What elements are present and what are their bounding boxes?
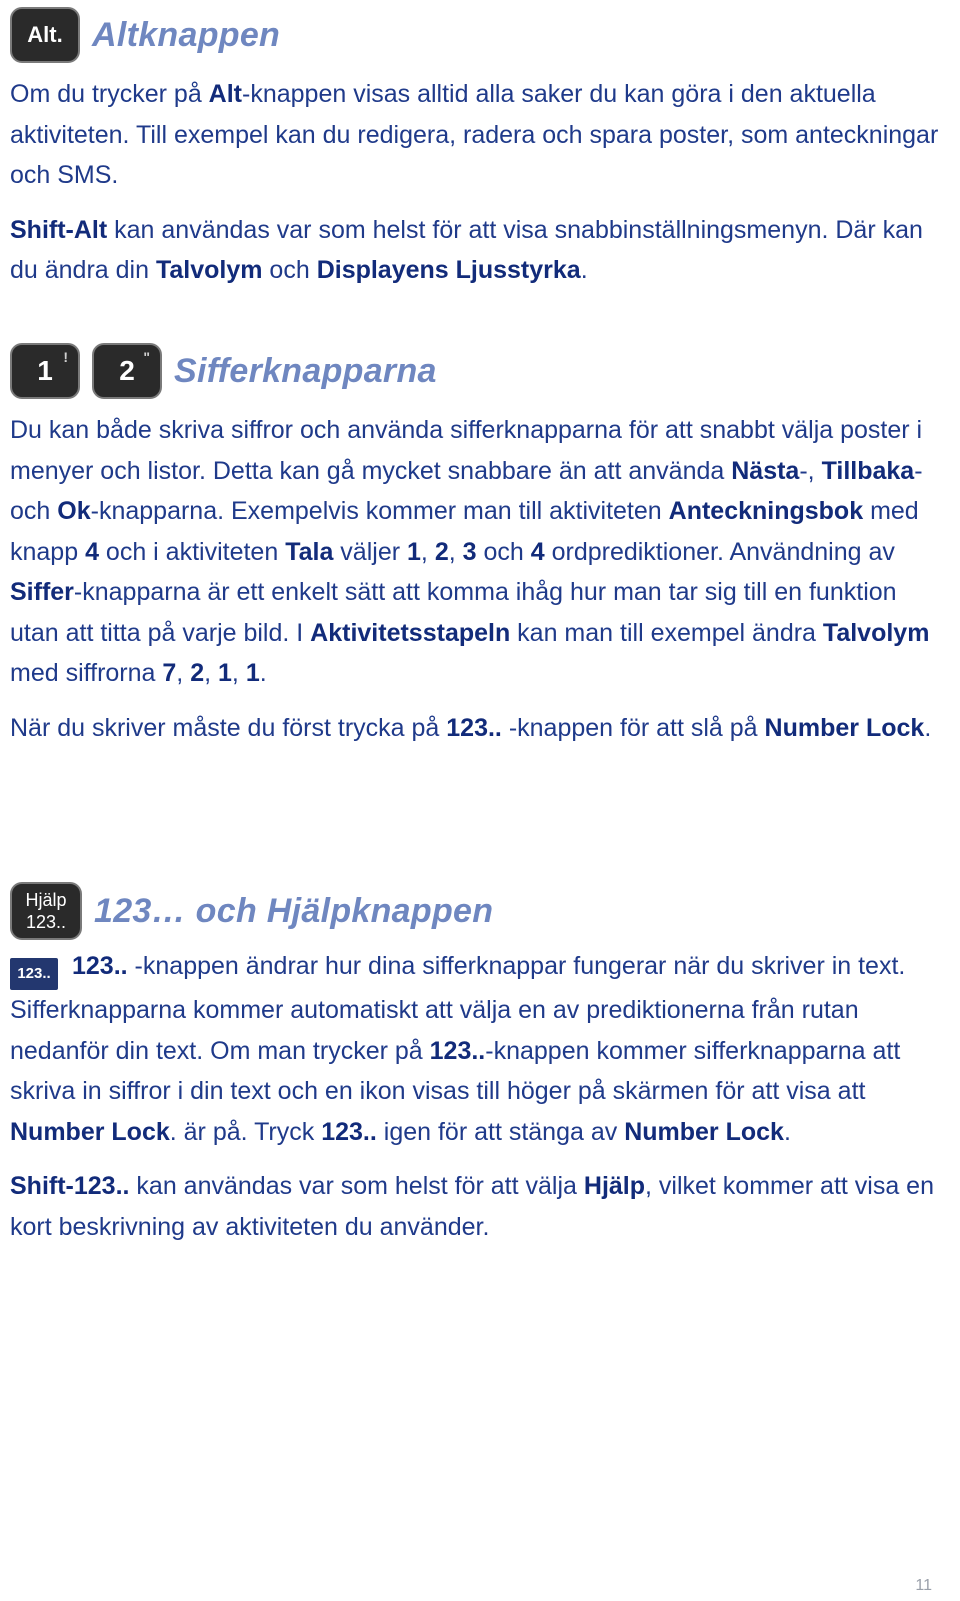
text-run: Om du trycker på bbox=[10, 80, 209, 108]
text-run: med knapp bbox=[10, 497, 919, 566]
text-run: , bbox=[420, 537, 435, 566]
bold-term: 123.. bbox=[446, 713, 502, 742]
text-run: väljer bbox=[333, 537, 407, 566]
bold-term: Aktivitetsstapeln bbox=[310, 618, 511, 647]
bold-term: 123.. bbox=[429, 1036, 486, 1065]
text-run: När du skriver måste du först trycka på bbox=[10, 713, 447, 742]
text-run: , bbox=[231, 659, 246, 687]
text-run: ordprediktioner. Användning av bbox=[544, 537, 895, 566]
bold-term: Number Lock bbox=[764, 713, 925, 742]
text-run: . bbox=[924, 713, 932, 742]
alt-key-icon: Alt. bbox=[10, 7, 80, 63]
section-title: Altknappen bbox=[92, 15, 281, 54]
text-run: Du kan både skriva siffror och använda sifferknapparna för att snabbt välja poster i menyer och listor. Detta kan gå mycket snabbare än att använda bbox=[10, 416, 923, 485]
section-heading bbox=[10, 4, 940, 66]
bold-term: 3 bbox=[462, 537, 477, 566]
bold-term: Talvolym bbox=[155, 256, 263, 284]
text-run: och bbox=[262, 256, 317, 284]
section-alt bbox=[10, 4, 940, 305]
digit-one-key-icon: 1 ! bbox=[10, 343, 80, 399]
bold-term: 1 bbox=[245, 659, 260, 687]
section-heading bbox=[10, 880, 940, 942]
bold-term: 1 bbox=[407, 537, 421, 566]
text-run: . bbox=[580, 256, 588, 284]
bold-term: Tala bbox=[285, 537, 334, 566]
bold-term: Alt bbox=[208, 80, 242, 108]
bold-term: Tillbaka bbox=[821, 456, 915, 485]
text-run: , bbox=[448, 537, 463, 566]
text-run: -knappen kommer sifferknapparna att skriva in siffror i din text och en ikon visas till höger på skärmen för att visa att bbox=[10, 1036, 901, 1106]
text-run: och bbox=[476, 537, 531, 566]
bold-term: Displayens Ljusstyrka bbox=[316, 256, 581, 284]
bold-term: Siffer bbox=[10, 578, 74, 606]
bold-term: Hjälp bbox=[583, 1172, 646, 1201]
number-lock-key-icon: 123.. bbox=[10, 958, 58, 990]
paragraph bbox=[10, 708, 940, 749]
text-run: med siffrorna bbox=[10, 659, 163, 687]
text-run: , bbox=[204, 659, 219, 687]
bold-term: Number Lock bbox=[10, 1117, 170, 1146]
section-digits bbox=[10, 340, 940, 762]
bold-term: 123.. bbox=[321, 1117, 377, 1146]
page-number: 11 bbox=[915, 1577, 932, 1594]
paragraph bbox=[10, 210, 940, 291]
section-title: 123… och Hjälpknappen bbox=[94, 891, 494, 930]
paragraph-text bbox=[10, 952, 905, 1146]
text-run: och i aktiviteten bbox=[98, 537, 286, 566]
bold-term: 4 bbox=[85, 537, 99, 566]
text-run: kan man till exempel ändra bbox=[510, 618, 823, 647]
text-run: , bbox=[176, 659, 191, 687]
paragraph bbox=[10, 1166, 940, 1247]
paragraph bbox=[10, 946, 940, 1152]
bold-term: 2 bbox=[190, 659, 205, 687]
section-heading bbox=[10, 340, 940, 402]
bold-term: 4 bbox=[530, 537, 545, 566]
bold-term: Shift-Alt bbox=[10, 215, 108, 244]
bold-term: 123.. bbox=[72, 952, 128, 980]
text-run: kan användas var som helst för att visa snabbinställningsmenyn. Där kan du ändra din bbox=[10, 215, 923, 284]
bold-term: 1 bbox=[218, 659, 232, 687]
text-run: . är på. Tryck bbox=[169, 1117, 322, 1146]
text-run: -knapparna. Exempelvis kommer man till aktiviteten bbox=[90, 497, 669, 525]
text-run: -knappen ändrar hur dina sifferknappar fungerar när du skriver in text. Sifferknapparna kommer automatiskt att välja en av prediktionerna från rutan nedanför din text. Om man trycker på bbox=[10, 952, 906, 1065]
digit-two-key-icon: 2 " bbox=[92, 343, 162, 399]
bold-term: Talvolym bbox=[822, 618, 930, 647]
bold-term: 2 bbox=[434, 537, 449, 566]
text-run: . bbox=[783, 1117, 791, 1146]
section-help bbox=[10, 880, 940, 1261]
bold-term: Ok bbox=[57, 497, 91, 525]
text-run: -, bbox=[799, 456, 822, 485]
bold-term: Number Lock bbox=[624, 1117, 784, 1146]
paragraph bbox=[10, 74, 940, 196]
text-run: -knapparna är ett enkelt sätt att komma ihåg hur man tar sig till en funktion utan att titta på varje bild. I bbox=[10, 578, 897, 647]
help-key-icon: Hjälp 123.. bbox=[10, 882, 82, 940]
text-run: - och bbox=[10, 456, 923, 525]
bold-term: Shift-123.. bbox=[10, 1172, 130, 1201]
text-run: igen för att stänga av bbox=[376, 1117, 625, 1146]
section-title: Sifferknapparna bbox=[174, 351, 437, 390]
paragraph bbox=[10, 410, 940, 694]
text-run: . bbox=[259, 659, 267, 687]
bold-term: Nästa bbox=[731, 456, 800, 485]
text-run: kan användas var som helst för att välja bbox=[129, 1172, 584, 1201]
text-run: , vilket kommer att visa en kort beskrivning av aktiviteten du använder. bbox=[10, 1172, 934, 1241]
bold-term: 7 bbox=[162, 659, 177, 687]
text-run: -knappen visas alltid alla saker du kan göra i den aktuella aktiviteten. Till exempel kan du redigera, radera och spara poster, som anteckningar och SMS. bbox=[10, 80, 939, 189]
text-run: -knappen för att slå på bbox=[501, 713, 765, 742]
bold-term: Anteckningsbok bbox=[668, 497, 864, 525]
